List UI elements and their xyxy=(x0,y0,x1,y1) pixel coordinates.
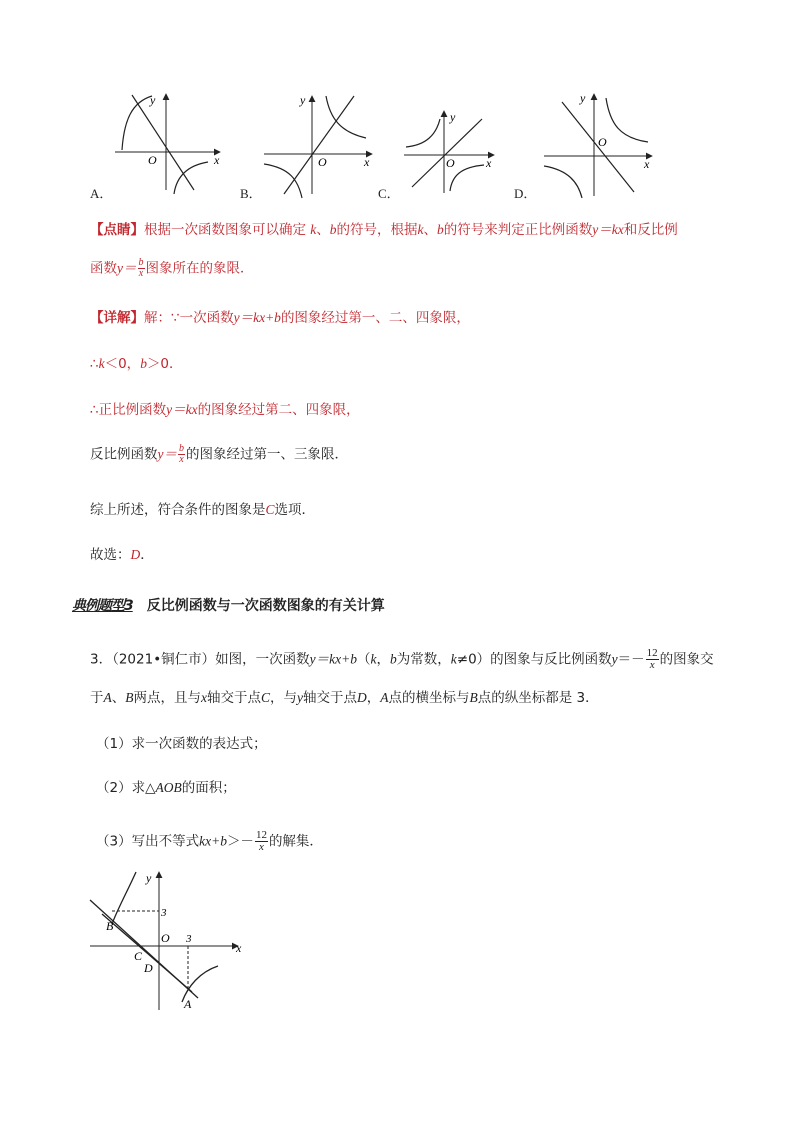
problem-text: ， xyxy=(376,651,391,668)
xiangjie-line-1 xyxy=(90,308,470,328)
xiangjie-text: 反比例函数 xyxy=(90,446,158,463)
var-k: k xyxy=(450,651,457,667)
equation-y: y＝ xyxy=(117,260,137,276)
frac-den: x xyxy=(138,268,144,279)
problem-text: 的图象交 xyxy=(659,651,714,668)
xiangjie-text: ＞0． xyxy=(146,356,183,372)
var-b-point: B xyxy=(125,690,134,705)
var-a: A xyxy=(103,690,112,705)
section-heading xyxy=(72,595,385,615)
var-b: b xyxy=(437,222,444,237)
xiangjie-text: 选项． xyxy=(274,502,316,518)
problem-text: 、 xyxy=(111,690,126,706)
xiangjie-text: 的图象经过第二、四象限， xyxy=(197,402,360,418)
var-c: C xyxy=(265,502,275,517)
var-d: D xyxy=(357,690,367,705)
problem-text: （ xyxy=(357,651,371,668)
frac-den: x xyxy=(649,659,655,671)
axis-label-y: y xyxy=(150,93,156,107)
option-d-label: D． xyxy=(514,186,537,201)
expression-kx-b: kx+b xyxy=(199,833,227,849)
frac-num: b xyxy=(138,257,144,268)
option-a-label: A． xyxy=(90,186,113,201)
figure-label-d: D xyxy=(144,961,153,975)
problem-text: 为常数， xyxy=(396,651,451,668)
figure-tick-y3: 3 xyxy=(161,907,167,919)
problem-text: ，与 xyxy=(270,690,298,706)
dianjing-line-1 xyxy=(90,220,678,240)
var-k: k xyxy=(417,222,424,237)
var-b-point: B xyxy=(469,690,478,705)
question-3 xyxy=(96,830,323,853)
dianjing-text: 的符号来判定正比例函数 xyxy=(443,222,593,238)
problem-text: 的解集． xyxy=(268,833,323,850)
var-k: k xyxy=(310,222,317,237)
problem-text: ≠0）的图象与反比例函数 xyxy=(456,651,612,668)
xiangjie-line-4 xyxy=(90,444,348,465)
var-k: k xyxy=(370,651,377,667)
xiangjie-text: 故选： xyxy=(90,547,131,563)
xiangjie-line-6 xyxy=(90,545,154,565)
xiangjie-text: 解：∵一次函数 xyxy=(144,310,234,326)
var-x: x xyxy=(201,690,207,705)
figure-label-b: B xyxy=(106,919,114,933)
dianjing-tag: 【点睛】 xyxy=(90,222,144,238)
figure-label-c: C xyxy=(134,949,143,963)
xiangjie-text: 的图象经过第一、三象限． xyxy=(186,446,348,463)
question-1: （1）求一次函数的表达式； xyxy=(96,736,267,752)
dianjing-text: 和反比例 xyxy=(623,222,678,238)
xiangjie-text: 综上所述，符合条件的图象是 xyxy=(90,502,266,518)
axis-label-origin: O xyxy=(318,155,327,169)
problem-text: 两点，且与 xyxy=(133,690,201,706)
axis-label-x: x xyxy=(364,155,370,169)
axis-label-y: y xyxy=(450,110,456,124)
problem-text: （2）求△ xyxy=(96,780,156,796)
xiangjie-text: 的图象经过第一、二、四象限， xyxy=(280,310,470,326)
problem-text: 轴交于点 xyxy=(207,690,261,706)
var-b: b xyxy=(140,356,147,371)
problem-figure xyxy=(88,868,248,1018)
figure-tick-x3: 3 xyxy=(186,933,192,945)
fraction-b-over-x xyxy=(178,444,185,465)
xiangjie-line-2 xyxy=(90,354,183,374)
var-b: b xyxy=(329,222,337,237)
dianjing-text: 的符号，根据 xyxy=(336,222,418,238)
section-tag: 典例题型3 xyxy=(72,598,133,614)
question-2 xyxy=(96,778,236,798)
frac-num: b xyxy=(179,443,184,454)
figure-label-y: y xyxy=(146,871,152,885)
problem-text: ， xyxy=(366,690,381,706)
section-title: 反比例函数与一次函数图象的有关计算 xyxy=(146,598,385,614)
var-a: A xyxy=(380,690,389,705)
frac-num: 12 xyxy=(255,829,267,841)
axis-label-origin: O xyxy=(148,153,157,167)
var-y: y xyxy=(611,651,618,667)
graph-option-d xyxy=(540,88,660,200)
fraction-b-over-x xyxy=(138,258,145,279)
frac-den: x xyxy=(179,454,184,465)
option-c-label: C． xyxy=(378,186,400,201)
problem-line-1 xyxy=(90,648,714,671)
equation-y: y＝ xyxy=(157,446,177,462)
xiangjie-text: ＜0， xyxy=(104,356,141,372)
xiangjie-text: ． xyxy=(140,547,154,563)
dianjing-line-2 xyxy=(90,258,254,279)
xiangjie-tag: 【详解】 xyxy=(90,310,144,326)
figure-label-a: A xyxy=(184,997,192,1011)
problem-text: 轴交于点 xyxy=(303,690,358,706)
var-y: y xyxy=(297,690,304,705)
graph-option-c xyxy=(400,105,500,200)
triangle-aob: AOB xyxy=(155,780,182,795)
frac-den: x xyxy=(258,841,264,853)
frac-num: 12 xyxy=(646,647,658,659)
axis-label-x: x xyxy=(486,156,492,170)
axis-label-origin: O xyxy=(446,156,455,170)
option-b-label: B． xyxy=(240,186,262,201)
equation-y-kx: y＝kx xyxy=(166,402,198,417)
equation-y-kx: y＝kx xyxy=(592,222,624,237)
xiangjie-line-5 xyxy=(90,500,315,520)
graph-option-a xyxy=(110,90,230,200)
figure-label-o: O xyxy=(161,931,170,945)
equation-linear: y＝kx+b xyxy=(309,651,358,667)
axis-label-x: x xyxy=(214,153,220,167)
problem-text: ＝－ xyxy=(617,651,645,668)
xiangjie-line-3 xyxy=(90,400,360,420)
sep: 、 xyxy=(423,222,438,238)
problem-text: ＞－ xyxy=(226,833,254,850)
problem-text: （3）写出不等式 xyxy=(96,833,200,850)
problem-text: 点的纵坐标都是 3． xyxy=(477,690,599,706)
axis-label-y: y xyxy=(300,93,306,107)
figure-label-x: x xyxy=(236,941,242,955)
problem-text: 于 xyxy=(90,690,104,706)
graph-option-b xyxy=(260,90,380,200)
dianjing-text: 根据一次函数图象可以确定 xyxy=(144,222,306,238)
problem-text: 3．（2021•铜仁市）如图，一次函数 xyxy=(90,651,310,668)
var-c: C xyxy=(261,690,271,705)
var-d: D xyxy=(130,547,141,562)
dianjing-text: 图象所在的象限． xyxy=(145,260,254,277)
problem-text: 点的横坐标与 xyxy=(388,690,470,706)
problem-line-2 xyxy=(90,688,599,708)
axis-label-origin: O xyxy=(598,135,607,149)
xiangjie-text: ∴正比例函数 xyxy=(90,402,167,418)
equation-linear: y＝kx+b xyxy=(233,310,281,325)
axis-label-y: y xyxy=(580,91,586,105)
sep: 、 xyxy=(316,222,330,238)
xiangjie-text: ∴ xyxy=(90,356,99,372)
var-b: b xyxy=(390,651,397,667)
problem-text: 的面积； xyxy=(181,780,236,796)
fraction-12-over-x xyxy=(255,830,268,853)
var-k: k xyxy=(98,356,105,371)
fraction-12-over-x xyxy=(646,648,659,671)
dianjing-text: 函数 xyxy=(90,260,117,277)
axis-label-x: x xyxy=(644,157,650,171)
